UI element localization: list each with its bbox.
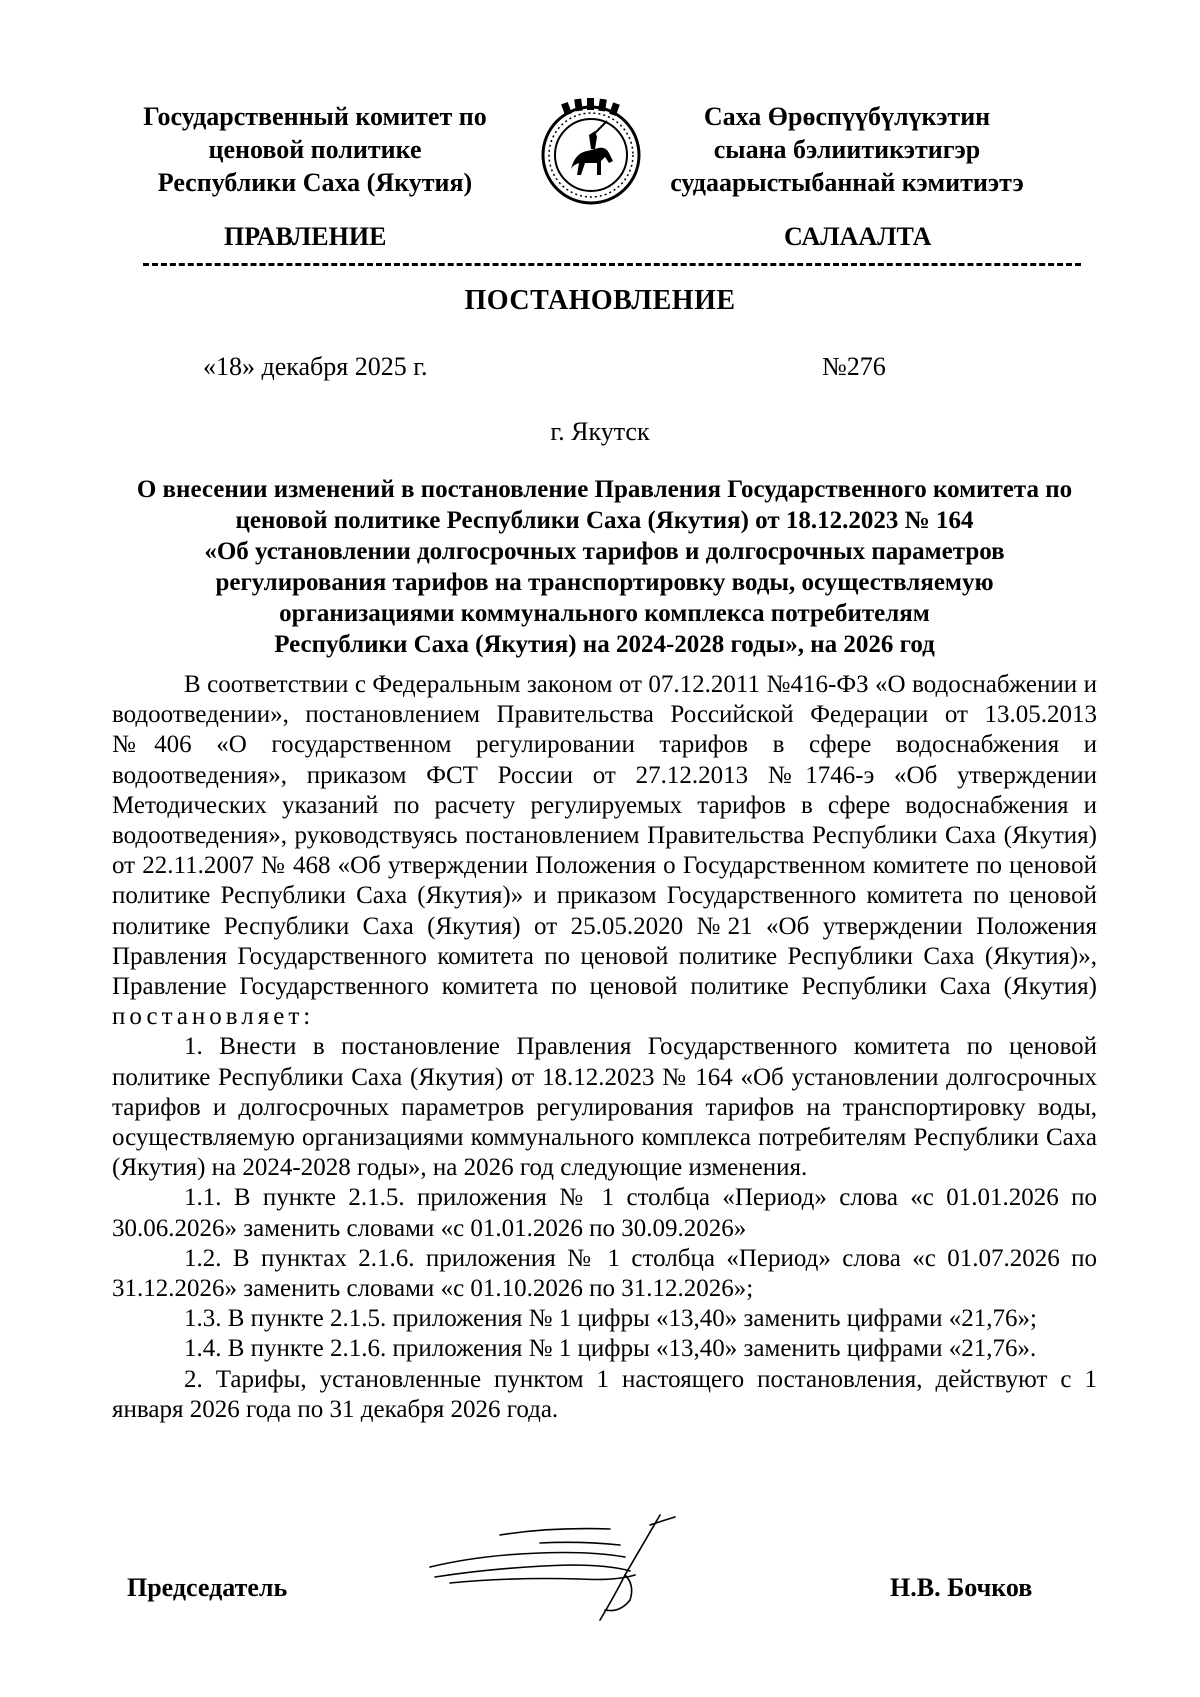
item-1: 1. Внести в постановление Правления Государственного комитета по ценовой политике Республики Саха (Якутия) от 18.12.2023 № 164 «Об установлении долгосрочных тарифов и долгосрочных параметров регулирования тарифов на транспортировку воды, осуществляемую организациями коммунального комплекса потребителям Республики Саха (Якутия) на 2024-2028 годы», на 2026 год следующие изменения. (112, 1033, 1097, 1182)
item-1-2: 1.2. В пунктах 2.1.6. приложения № 1 столбца «Период» слова «с 01.07.2026 по 31.12.2026» заменить словами «с 01.10.2026 по 31.12.2026»; (112, 1244, 1097, 1303)
preamble-text: В соответствии с Федеральным законом от 07.12.2011 №416-ФЗ «О водоснабжении и водоотведении», постановлением Правительства Российской Федерации от 13.05.2013 №406 «О государственном регулировании тарифов в сфере водоснабжения и водоотведения», приказом ФСТ России от 27.12.2013 №1746-э «Об утверждении Методических указаний по расчету регулируемых тарифов в сфере водоснабжения и водоотведения», руководствуясь постановлением Правительства Республики Саха (Якутия) от 22.11.2007 № 468 «Об утверждении Положения о Государственном комитете по ценовой политике Республики Саха (Якутия)» и приказом Государственного комитета по ценовой политике Республики Саха (Якутия) от 25.05.2020 №21 «Об утверждении Положения Правления Государственного комитета по ценовой политике Республики Саха (Якутия)», Правление Государственного комитета по ценовой политике Республики Саха (Якутия) (112, 671, 1097, 1001)
document-title: ПОСТАНОВЛЕНИЕ (464, 285, 736, 316)
document-subject (112, 474, 1097, 660)
header-left-line: Государственный комитет по (143, 102, 487, 131)
header-right-line: сыана бэлиитикэтигэр (713, 135, 981, 164)
item-2: 2. Тарифы, установленные пунктом 1 настоящего постановления, действуют с 1 января 2026 года по 31 декабря 2026 года. (112, 1365, 1097, 1423)
header-right-sah (657, 100, 1037, 199)
signatory-name: Н.В. Бочков (890, 1573, 1033, 1602)
subject-line: регулирования тарифов на транспортировку воды, осуществляемую (215, 569, 994, 596)
document-body (112, 670, 1097, 1425)
header-right-line: судаарыстыбаннай кэмитиэтэ (670, 168, 1024, 197)
subject-line: «Об установлении долгосрочных тарифов и долгосрочных параметров (204, 538, 1005, 565)
header-left-line: ценовой политике (208, 135, 422, 164)
document-number: №276 (822, 352, 886, 381)
header-left-line: Республики Саха (Якутия) (157, 168, 473, 197)
preamble-paragraph (112, 670, 1097, 1032)
board-label-sah: САЛААЛТА (784, 222, 932, 251)
coat-of-arms-icon (535, 95, 647, 207)
subject-line: организациями коммунального комплекса потребителям (279, 600, 930, 627)
document-city: г. Якутск (550, 417, 650, 446)
signatory-title: Председатель (127, 1573, 288, 1602)
header-right-line: Саха Өрөспүүбүлүкэтин (703, 102, 991, 131)
item-1-3: 1.3. В пункте 2.1.5. приложения № 1 цифры «13,40» заменить цифрами «21,76»; (184, 1305, 1037, 1333)
subject-line: Республики Саха (Якутия) на 2024-2028 годы», на 2026 год (274, 631, 935, 658)
handwritten-signature-icon (420, 1505, 720, 1630)
resolves-word: постановляет: (112, 1003, 315, 1031)
header-left-ru (125, 100, 505, 199)
dashed-divider (143, 263, 1081, 266)
item-1-4: 1.4. В пункте 2.1.6. приложения № 1 цифры «13,40» заменить цифрами «21,76». (184, 1335, 1037, 1363)
board-label-ru: ПРАВЛЕНИЕ (224, 222, 387, 251)
document-date: «18» декабря 2025 г. (203, 352, 428, 381)
item-1-1: 1.1. В пункте 2.1.5. приложения № 1 столбца «Период» слова «с 01.01.2026 по 30.06.2026» заменить словами «с 01.01.2026 по 30.09.2026» (112, 1184, 1097, 1242)
subject-line: ценовой политике Республики Саха (Якутия) от 18.12.2023 № 164 (235, 507, 974, 534)
subject-line: О внесении изменений в постановление Правления Государственного комитета по (136, 476, 1073, 503)
